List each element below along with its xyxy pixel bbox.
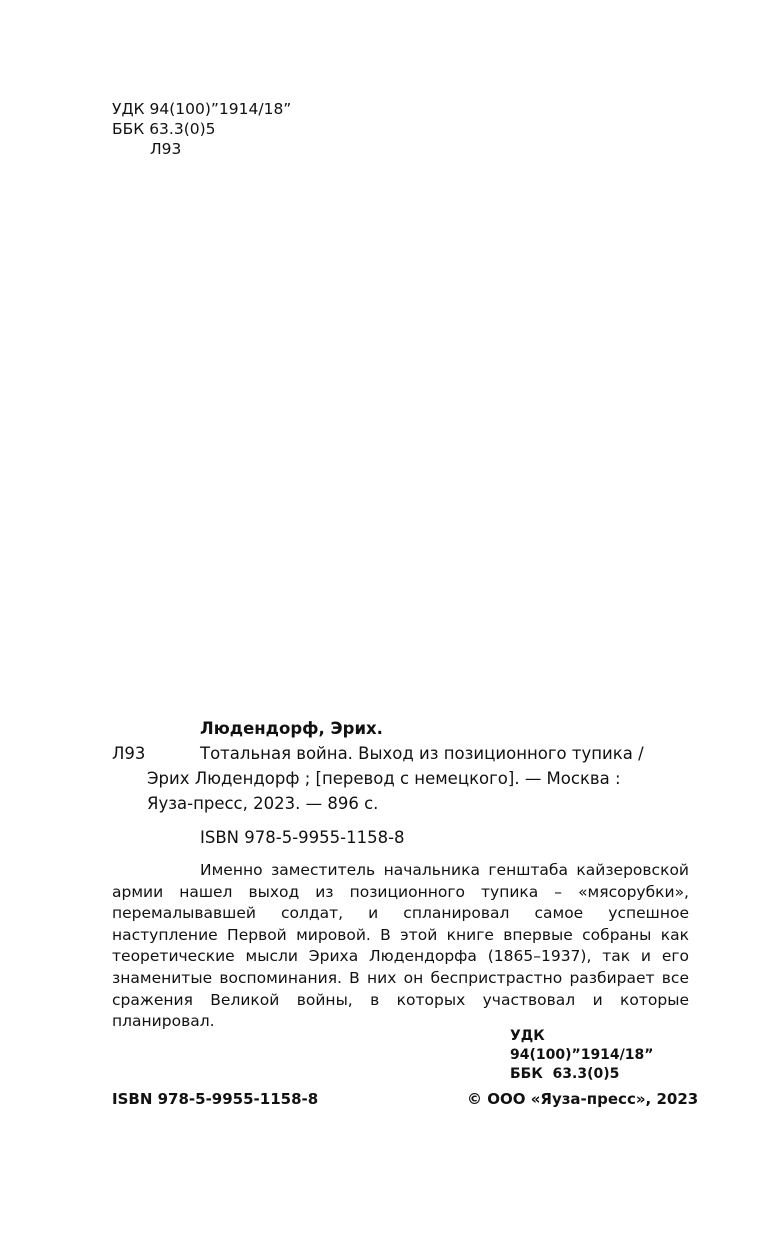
annotation-text: Именно заместитель начальника генштаба кайзеровской армии нашел выход из позиционного тупика – «мясорубки», перемалывавшей солдат, и спланировал самое успешное наступление Первой мировой. В этой книге впервые собраны как теоретические мысли Эриха Людендорфа (1865–1937), так и его знаменитые воспоминания. В них он беспристрастно разбирает все сражения Великой войны, в которых участвовал и которые планировал. — [112, 861, 689, 1031]
footer-isbn: ISBN 978-5-9955-1158-8 — [112, 1090, 319, 1108]
catalog-author-mark: Л93 — [112, 744, 146, 763]
catalog-isbn: ISBN 978-5-9955-1158-8 — [200, 828, 405, 847]
bbk-code: ББК 63.3(0)5 — [112, 120, 216, 138]
annotation — [112, 860, 689, 1033]
codes-bbk: ББК 63.3(0)5 — [510, 1066, 620, 1082]
udk-code: УДК 94(100)”1914/18” — [112, 100, 292, 118]
catalog-line-author: Эрих Людендорф ; [перевод с немецкого]. — Москва : — [147, 769, 621, 788]
author-mark: Л93 — [150, 140, 182, 158]
footer-copyright: © ООО «Яуза-пресс», 2023 — [467, 1090, 699, 1108]
codes-block — [510, 1027, 688, 1084]
catalog-line-publisher: Яуза-пресс, 2023. — 896 с. — [147, 794, 379, 813]
codes-udk: УДК 94(100)”1914/18” — [510, 1028, 654, 1063]
catalog-line-title: Тотальная война. Выход из позиционного тупика / — [200, 744, 644, 763]
author-heading: Людендорф, Эрих. — [200, 719, 383, 738]
